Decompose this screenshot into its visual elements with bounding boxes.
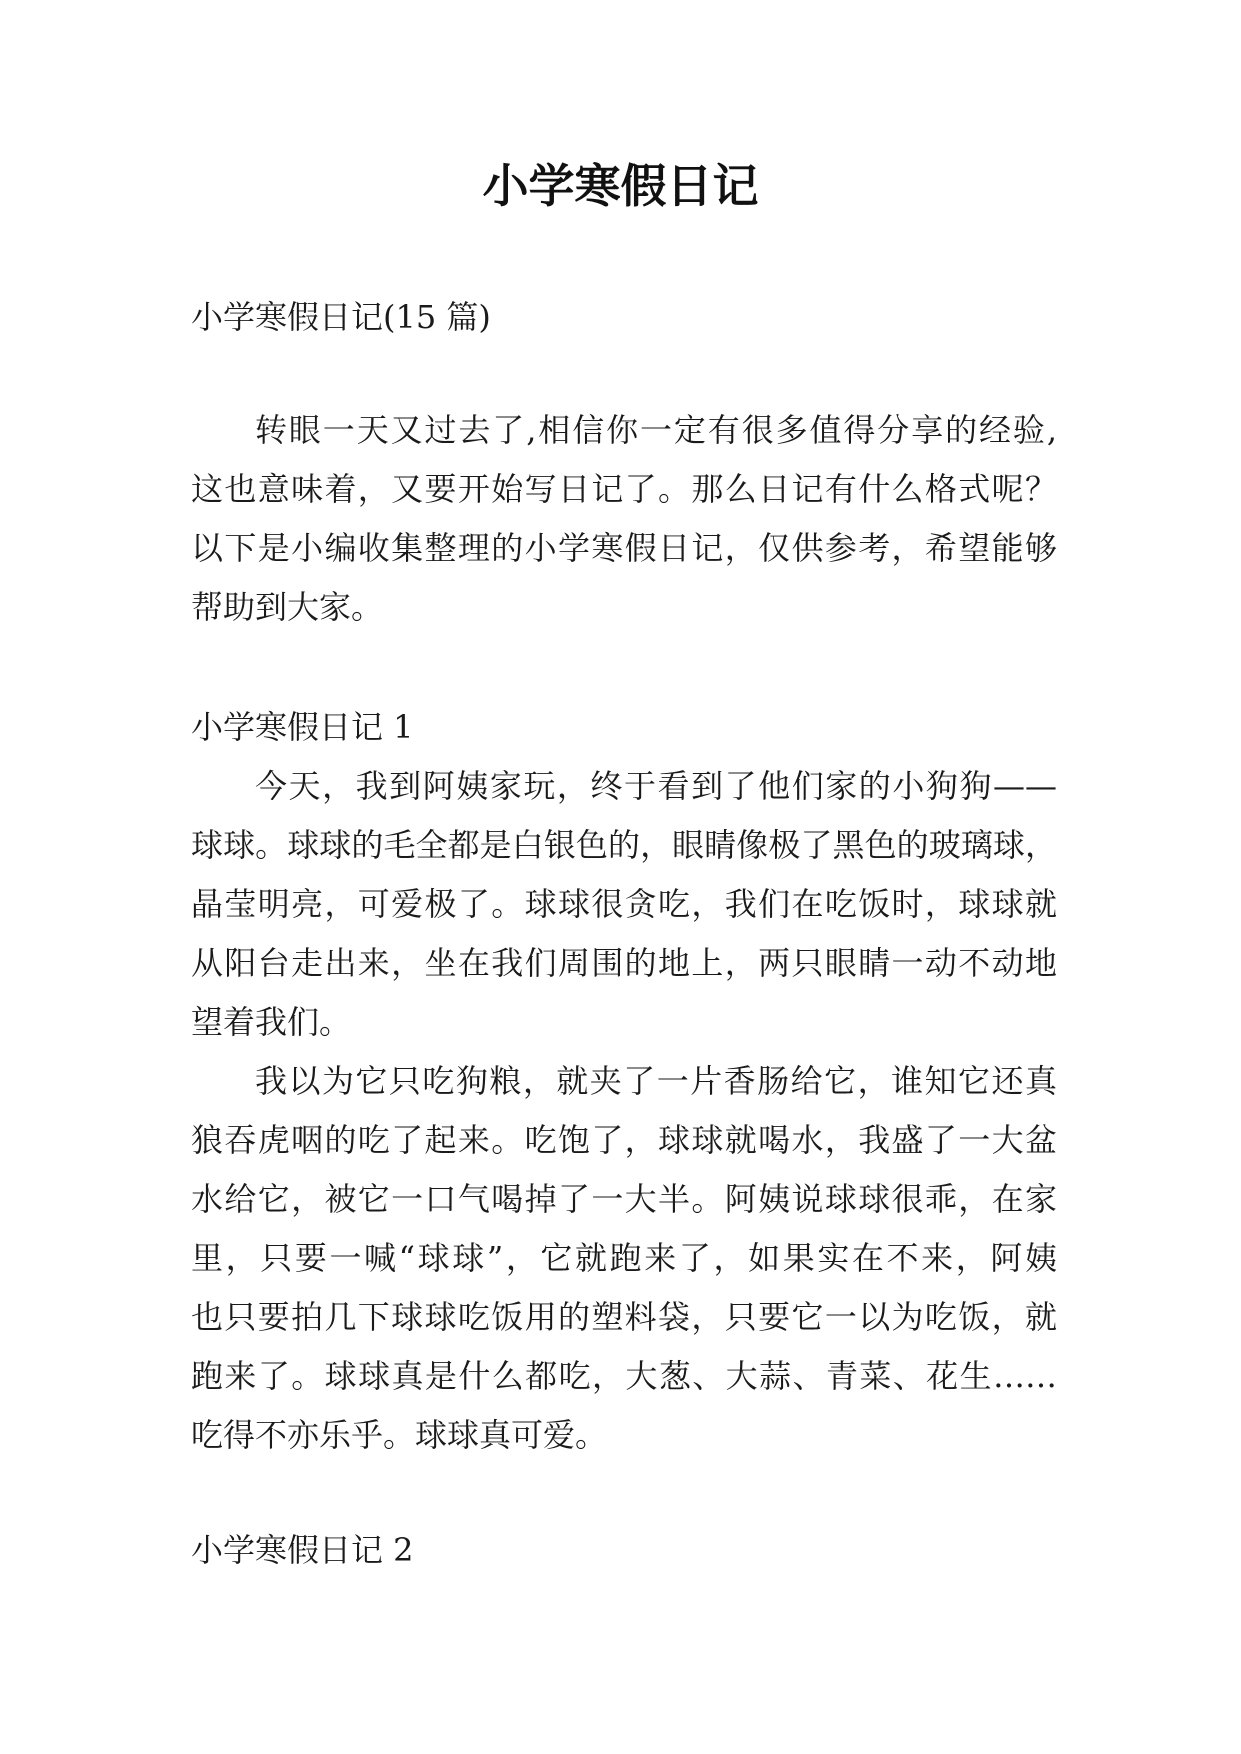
intro-paragraph: [191, 401, 1057, 637]
section-heading-1: 小学寒假日记 1: [191, 708, 414, 746]
paragraph-line: 转眼一天又过去了,相信你一定有很多值得分享的经验,: [255, 411, 1057, 449]
paragraph-line: 吃得不亦乐乎。球球真可爱。: [191, 1416, 608, 1454]
section-heading-2: 小学寒假日记 2: [191, 1531, 414, 1569]
document-subtitle: 小学寒假日记(15 篇): [191, 298, 491, 336]
paragraph-line: 水给它，被它一口气喝掉了一大半。阿姨说球球很乖，在家: [191, 1180, 1057, 1218]
paragraph-line: 帮助到大家。: [191, 588, 384, 626]
paragraph-line: 从阳台走出来，坐在我们周围的地上，两只眼睛一动不动地: [191, 944, 1057, 982]
paragraph-line: 狼吞虎咽的吃了起来。吃饱了，球球就喝水，我盛了一大盆: [191, 1121, 1057, 1159]
paragraph-line: 望着我们。: [191, 1003, 352, 1041]
paragraph-line: 里，只要一喊“球球”，它就跑来了，如果实在不来，阿姨: [191, 1239, 1057, 1277]
paragraph-line: 我以为它只吃狗粮，就夹了一片香肠给它，谁知它还真: [255, 1062, 1057, 1100]
paragraph-line: 这也意味着，又要开始写日记了。那么日记有什么格式呢？: [191, 470, 1057, 508]
paragraph-line: 也只要拍几下球球吃饭用的塑料袋，只要它一以为吃饭，就: [191, 1298, 1057, 1336]
section-1-paragraph-1: [191, 757, 1057, 1052]
section-1-paragraph-2: [191, 1052, 1057, 1465]
document-title: 小学寒假日记: [482, 159, 759, 213]
paragraph-line: 以下是小编收集整理的小学寒假日记，仅供参考，希望能够: [191, 529, 1057, 567]
document-body: [191, 288, 1057, 1580]
paragraph-line: 今天，我到阿姨家玩，终于看到了他们家的小狗狗——: [255, 767, 1057, 805]
paragraph-line: 球球。球球的毛全都是白银色的，眼睛像极了黑色的玻璃球，: [191, 826, 1057, 864]
paragraph-line: 晶莹明亮，可爱极了。球球很贪吃，我们在吃饭时，球球就: [191, 885, 1057, 923]
paragraph-line: 跑来了。球球真是什么都吃，大葱、大蒜、青菜、花生……: [191, 1357, 1057, 1395]
